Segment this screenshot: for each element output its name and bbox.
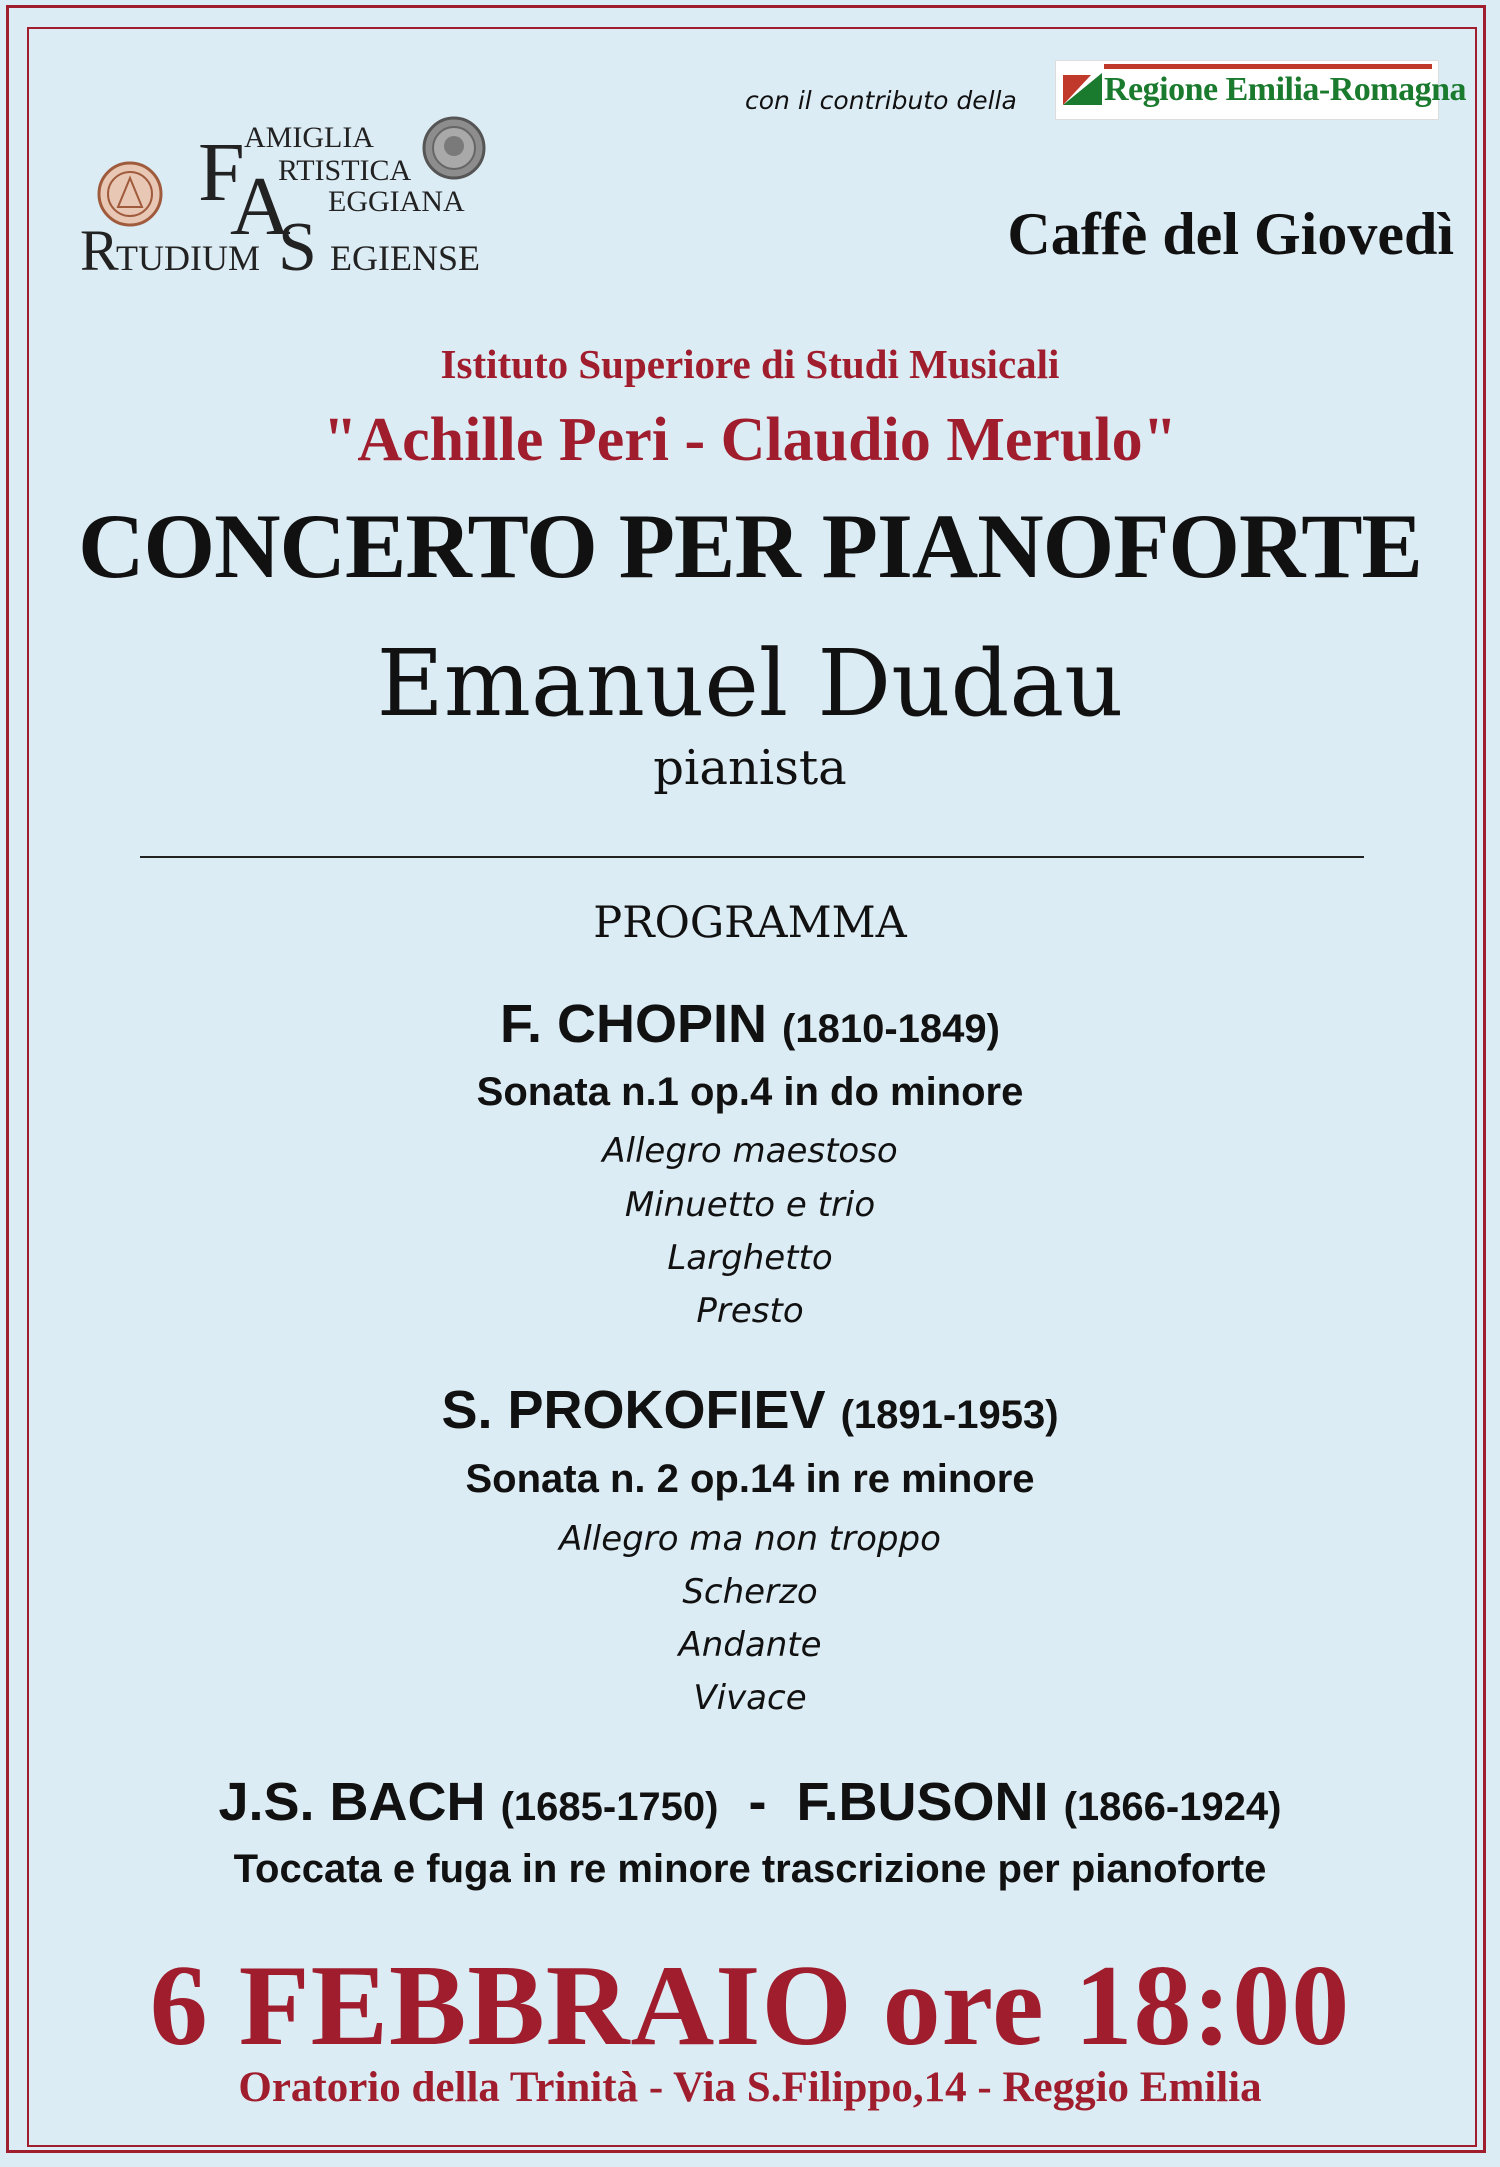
movement: Scherzo — [682, 1572, 818, 1612]
work-title: Toccata e fuga in re minore trascrizione per pianoforte — [233, 1847, 1267, 1891]
event-date-time: 6 FEBBRAIO ore 18:00 — [149, 1942, 1351, 2070]
composer-dates: (1685-1750) — [500, 1785, 719, 1829]
work-title: Sonata n. 2 op.14 in re minore — [465, 1457, 1035, 1501]
sponsor-name: Regione Emilia-Romagna — [1104, 71, 1467, 108]
composer-separator: - — [748, 1772, 767, 1832]
composer-heading — [0, 993, 1500, 1055]
logo-line-regiense: EGIENSE — [330, 238, 480, 278]
programme-heading: PROGRAMMA — [593, 898, 907, 948]
composer-heading — [0, 1379, 1500, 1441]
regione-stripe — [1104, 64, 1432, 69]
logo-line-studium: TUDIUM — [116, 238, 260, 278]
movement: Allegro maestoso — [602, 1131, 898, 1171]
divider-line — [140, 856, 1364, 858]
famiglia-artistica-logo — [78, 112, 518, 282]
logo-line-famiglia: AMIGLIA — [244, 121, 374, 154]
performer-name: Emanuel Dudau — [376, 630, 1124, 737]
composer-heading — [0, 1771, 1500, 1833]
performer-role: pianista — [653, 740, 847, 796]
composer-name: F. CHOPIN — [500, 994, 768, 1054]
series-title: Caffè del Giovedì — [1007, 201, 1454, 267]
logo-cap-s: R — [80, 218, 119, 282]
composer-name: F.BUSONI — [796, 1772, 1049, 1832]
contribution-text: con il contributo della — [745, 86, 1017, 115]
composer-name: J.S. BACH — [218, 1772, 486, 1832]
movement: Minuetto e trio — [624, 1185, 876, 1225]
event-venue: Oratorio della Trinità - Via S.Filippo,14 - Reggio Emilia — [238, 2064, 1262, 2111]
movement: Larghetto — [667, 1238, 833, 1278]
movement: Vivace — [693, 1678, 807, 1718]
institution-line-1: Istituto Superiore di Studi Musicali — [440, 341, 1060, 387]
logo-cap-r: S — [278, 209, 317, 282]
movement: Presto — [696, 1291, 804, 1331]
composer-dates: (1810-1849) — [782, 1007, 1000, 1051]
regione-flag-icon — [1061, 69, 1104, 107]
composer-dates: (1866-1924) — [1063, 1785, 1282, 1829]
composer-name: S. PROKOFIEV — [441, 1380, 826, 1440]
institution-line-2: "Achille Peri - Claudio Merulo" — [322, 406, 1178, 474]
regione-logo — [1055, 60, 1467, 120]
movement: Allegro ma non troppo — [559, 1519, 941, 1559]
logo-line-reggiana: EGGIANA — [328, 185, 465, 218]
logo-cap-a: A — [230, 160, 291, 253]
seal-left-icon — [99, 163, 161, 225]
event-title: CONCERTO PER PIANOFORTE — [78, 495, 1422, 597]
logo-cap-f: F — [198, 126, 245, 219]
composer-dates: (1891-1953) — [840, 1393, 1059, 1437]
movement: Andante — [678, 1625, 822, 1665]
work-title: Sonata n.1 op.4 in do minore — [476, 1070, 1024, 1114]
seal-right-icon — [424, 118, 484, 178]
logo-line-artistica: RTISTICA — [278, 154, 412, 187]
